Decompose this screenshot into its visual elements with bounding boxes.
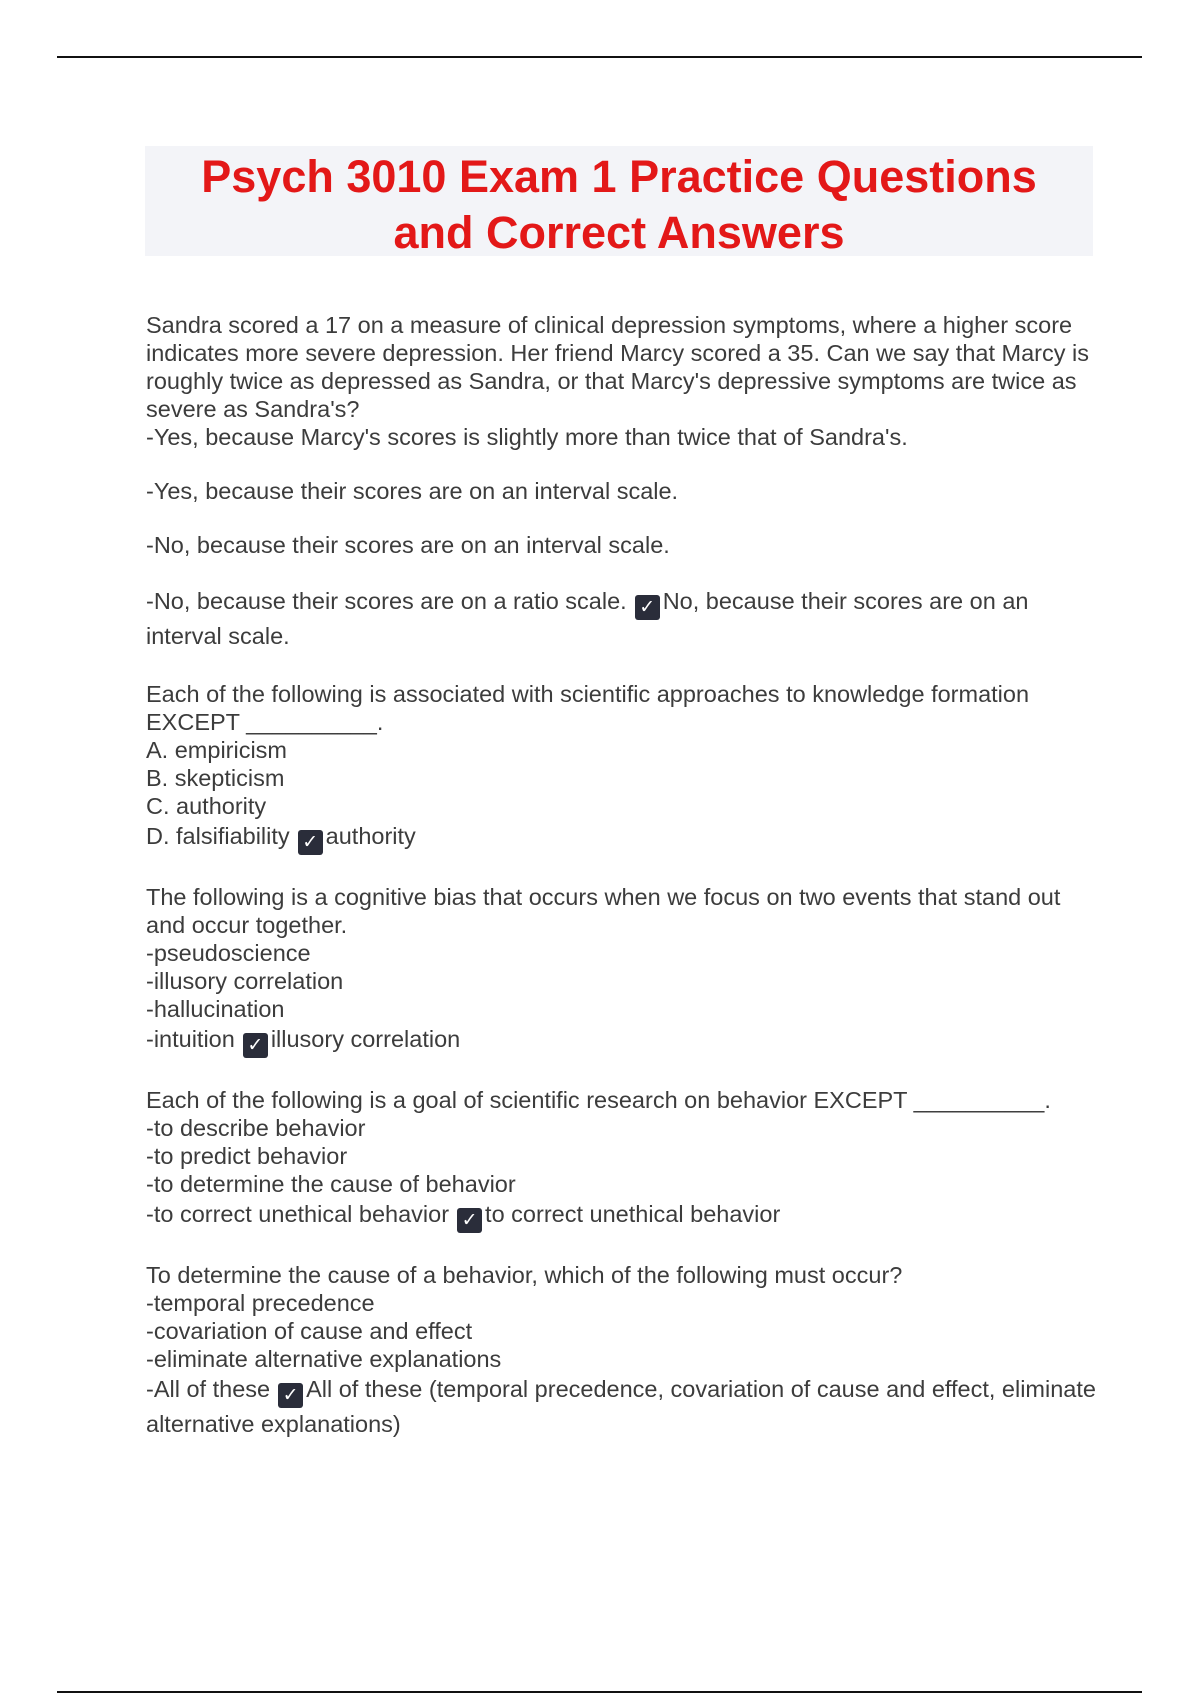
option: -illusory correlation <box>146 968 344 994</box>
question-text: Sandra scored a 17 on a measure of clinical depression symptoms, where a higher score indicates more severe depression. Her friend Marcy scored a 35. Can we say that Marcy is roughly twice as depressed as Sandra, or that Marcy's depressive symptoms are twice as severe as Sandra's? <box>146 312 1090 422</box>
question-text: The following is a cognitive bias that occurs when we focus on two events that stand out and occur together. <box>146 884 1061 938</box>
final-option-with-answer <box>146 585 1096 652</box>
page-title-line-1: Psych 3010 Exam 1 Practice Questions <box>201 151 1037 202</box>
header-rule <box>57 56 1142 58</box>
checkmark-icon: ✓ <box>298 830 323 855</box>
option: -Yes, because Marcy's scores is slightly more than twice that of Sandra's. <box>146 424 908 450</box>
option: -to predict behavior <box>146 1143 348 1169</box>
option: -covariation of cause and effect <box>146 1318 473 1344</box>
question-text: Each of the following is associated with scientific approaches to knowledge formation EXCEPT __________. <box>146 681 1030 735</box>
question-block <box>146 1261 1096 1440</box>
option: -hallucination <box>146 996 285 1022</box>
option: -eliminate alternative explanations <box>146 1346 502 1372</box>
option: D. falsifiability <box>146 823 290 849</box>
title-banner <box>145 146 1093 256</box>
option: -Yes, because their scores are on an interval scale. <box>146 478 679 504</box>
footer-rule <box>57 1691 1142 1693</box>
option: -No, because their scores are on an interval scale. <box>146 532 670 558</box>
checkmark-icon: ✓ <box>457 1208 482 1233</box>
question-block <box>146 311 1096 652</box>
option: -temporal precedence <box>146 1290 375 1316</box>
option: -pseudoscience <box>146 940 311 966</box>
correct-answer: to correct unethical behavior <box>485 1201 781 1227</box>
question-block <box>146 1086 1096 1233</box>
option: -to determine the cause of behavior <box>146 1171 516 1197</box>
option: -intuition <box>146 1026 235 1052</box>
checkmark-icon: ✓ <box>243 1033 268 1058</box>
correct-answer: illusory correlation <box>270 1026 461 1052</box>
final-option-with-answer <box>146 820 1096 855</box>
question-list <box>146 311 1096 1440</box>
correct-answer: All of these (temporal precedence, covariation of cause and effect, eliminate alternative explanations) <box>146 1376 1096 1437</box>
final-option-with-answer <box>146 1023 1096 1058</box>
correct-answer: No, because their scores are on an interval scale. <box>146 588 1029 649</box>
option: -No, because their scores are on a ratio scale. <box>146 588 627 614</box>
option: A. empiricism <box>146 737 288 763</box>
page-title-line-2: and Correct Answers <box>393 207 845 258</box>
question-text: Each of the following is a goal of scientific research on behavior EXCEPT __________. <box>146 1087 1051 1113</box>
option: B. skepticism <box>146 765 285 791</box>
option: -All of these <box>146 1376 271 1402</box>
final-option-with-answer <box>146 1373 1096 1440</box>
correct-answer: authority <box>325 823 416 849</box>
option: -to correct unethical behavior <box>146 1201 450 1227</box>
final-option-with-answer <box>146 1198 1096 1233</box>
question-text: To determine the cause of a behavior, which of the following must occur? <box>146 1262 903 1288</box>
question-block <box>146 680 1096 855</box>
checkmark-icon: ✓ <box>635 595 660 620</box>
checkmark-icon: ✓ <box>278 1383 303 1408</box>
question-block <box>146 883 1096 1058</box>
option: C. authority <box>146 793 267 819</box>
option: -to describe behavior <box>146 1115 366 1141</box>
